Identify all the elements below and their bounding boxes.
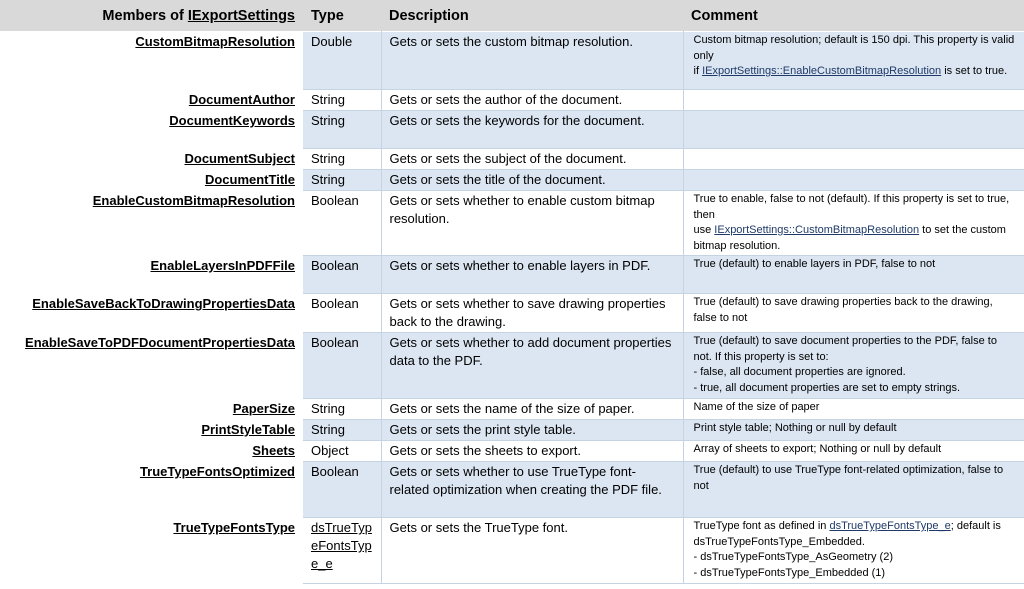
member-link[interactable]: EnableCustomBitmapResolution xyxy=(92,193,295,208)
table-row xyxy=(0,399,1024,420)
member-link[interactable]: TrueTypeFontsOptimized xyxy=(139,464,295,479)
type-cell: Object xyxy=(303,441,381,462)
member-link[interactable]: DocumentTitle xyxy=(204,172,295,187)
table-row xyxy=(0,32,1024,90)
comment-cell: True (default) to enable layers in PDF, false to not xyxy=(683,256,1024,294)
table-row xyxy=(0,191,1024,256)
comment-cell: True (default) to use TrueType font-related optimization, false to not xyxy=(683,462,1024,518)
description-cell: Gets or sets the TrueType font. xyxy=(381,518,683,584)
comment-cell: True to enable, false to not (default). If this property is set to true, then use IExportSettings::CustomBitmapResolution to set the custom bitmap resolution. xyxy=(683,191,1024,256)
description-cell: Gets or sets whether to save drawing properties back to the drawing. xyxy=(381,294,683,333)
comment-link[interactable]: IExportSettings::CustomBitmapResolution xyxy=(714,224,920,236)
table-row xyxy=(0,441,1024,462)
comment-cell: True (default) to save document properties to the PDF, false to not. If this property is set to: - false, all document properties are ignored. - true, all document properties are set to empty strings. xyxy=(683,333,1024,399)
comment-cell: Print style table; Nothing or null by default xyxy=(683,420,1024,441)
description-cell: Gets or sets the keywords for the document. xyxy=(381,111,683,149)
type-cell: Boolean xyxy=(303,191,381,256)
comment-cell xyxy=(683,90,1024,111)
member-link[interactable]: DocumentKeywords xyxy=(169,113,295,128)
table-row xyxy=(0,149,1024,170)
description-cell: Gets or sets the name of the size of paper. xyxy=(381,399,683,420)
type-cell: Boolean xyxy=(303,333,381,399)
comment-cell xyxy=(683,111,1024,149)
description-cell: Gets or sets the custom bitmap resolution. xyxy=(381,32,683,90)
table-row xyxy=(0,333,1024,399)
type-cell xyxy=(303,518,381,584)
table-header xyxy=(0,0,1024,32)
comment-link[interactable]: IExportSettings::EnableCustomBitmapResolution xyxy=(702,65,942,77)
comment-cell xyxy=(683,149,1024,170)
type-cell: Boolean xyxy=(303,294,381,333)
header-members xyxy=(0,0,303,32)
comment-cell: TrueType font as defined in dsTrueTypeFontsType_e; default is dsTrueTypeFontsType_Embedded. - dsTrueTypeFontsType_AsGeometry (2) - dsTrueTypeFontsType_Embedded (1) xyxy=(683,518,1024,584)
description-cell: Gets or sets whether to use TrueType font-related optimization when creating the PDF file. xyxy=(381,462,683,518)
description-cell: Gets or sets the sheets to export. xyxy=(381,441,683,462)
type-cell: String xyxy=(303,111,381,149)
member-link[interactable]: PrintStyleTable xyxy=(201,422,295,437)
header-description: Description xyxy=(381,0,683,32)
type-cell: String xyxy=(303,170,381,191)
type-cell: Double xyxy=(303,32,381,90)
comment-cell xyxy=(683,170,1024,191)
member-link[interactable]: TrueTypeFontsType xyxy=(173,520,295,535)
member-link[interactable]: EnableLayersInPDFFile xyxy=(150,258,295,273)
type-cell: Boolean xyxy=(303,462,381,518)
table-row xyxy=(0,462,1024,518)
comment-cell: Array of sheets to export; Nothing or null by default xyxy=(683,441,1024,462)
description-cell: Gets or sets the print style table. xyxy=(381,420,683,441)
table-row xyxy=(0,420,1024,441)
comment-link[interactable]: dsTrueTypeFontsType_e xyxy=(829,520,951,532)
comment-cell: True (default) to save drawing properties back to the drawing, false to not xyxy=(683,294,1024,333)
header-comment: Comment xyxy=(683,0,1024,32)
member-link[interactable]: CustomBitmapResolution xyxy=(135,34,295,49)
member-link[interactable]: PaperSize xyxy=(232,401,295,416)
iexportsettings-link[interactable]: IExportSettings xyxy=(187,7,295,24)
header-type: Type xyxy=(303,0,381,32)
type-cell: String xyxy=(303,149,381,170)
description-cell: Gets or sets the author of the document. xyxy=(381,90,683,111)
member-link[interactable]: DocumentAuthor xyxy=(188,92,295,107)
member-link[interactable]: Sheets xyxy=(252,443,295,458)
type-link[interactable]: dsTrueTypeFontsType_e xyxy=(311,520,372,571)
table-row xyxy=(0,518,1024,584)
comment-cell: Custom bitmap resolution; default is 150 dpi. This property is valid only if IExportSettings::EnableCustomBitmapResolution is set to true. xyxy=(683,32,1024,90)
description-cell: Gets or sets whether to enable custom bitmap resolution. xyxy=(381,191,683,256)
table-row xyxy=(0,294,1024,333)
table-row xyxy=(0,111,1024,149)
description-cell: Gets or sets whether to add document properties data to the PDF. xyxy=(381,333,683,399)
type-cell: String xyxy=(303,399,381,420)
member-link[interactable]: EnableSaveBackToDrawingPropertiesData xyxy=(32,296,295,311)
member-link[interactable]: EnableSaveToPDFDocumentPropertiesData xyxy=(25,335,295,350)
comment-cell: Name of the size of paper xyxy=(683,399,1024,420)
table-row xyxy=(0,90,1024,111)
type-cell: String xyxy=(303,420,381,441)
description-cell: Gets or sets whether to enable layers in PDF. xyxy=(381,256,683,294)
member-link[interactable]: DocumentSubject xyxy=(184,151,295,166)
description-cell: Gets or sets the title of the document. xyxy=(381,170,683,191)
table-row xyxy=(0,256,1024,294)
table-row xyxy=(0,170,1024,191)
type-cell: Boolean xyxy=(303,256,381,294)
description-cell: Gets or sets the subject of the document. xyxy=(381,149,683,170)
members-label: Members of xyxy=(102,7,188,24)
type-cell: String xyxy=(303,90,381,111)
